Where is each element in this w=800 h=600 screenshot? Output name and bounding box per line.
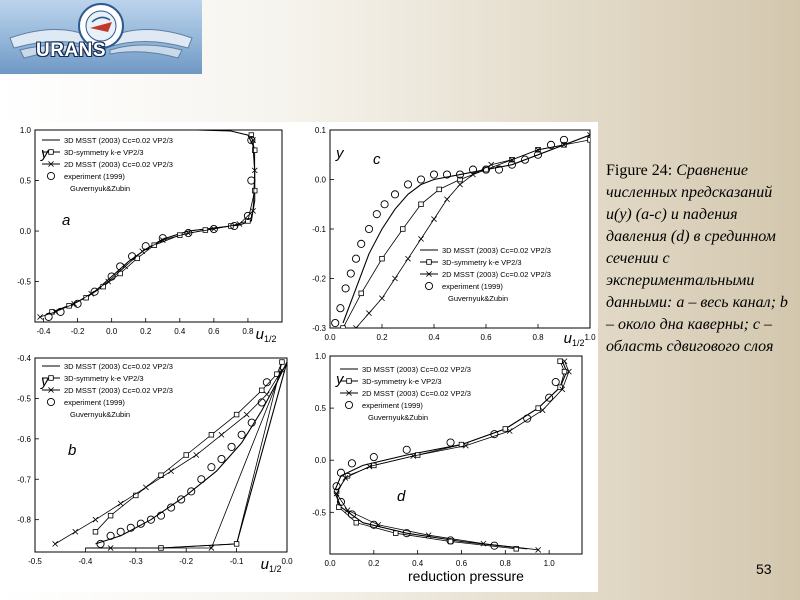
x-tick-label-d: 0.0 — [324, 559, 336, 568]
point-c-1 — [380, 256, 385, 261]
point-d-1 — [562, 369, 567, 374]
point-d-1 — [536, 406, 541, 411]
y-tick-label-c: -0.2 — [312, 274, 326, 284]
series-group-a — [38, 130, 258, 321]
point-c-1 — [341, 326, 346, 331]
point-b-1 — [234, 412, 239, 417]
point-b-3 — [198, 476, 205, 483]
point-c-3 — [365, 225, 372, 232]
figure-panel — [0, 122, 598, 592]
point-b-3 — [97, 540, 104, 547]
point-b-3 — [218, 455, 225, 462]
slide-number: 53 — [756, 561, 772, 577]
legend-label-b: experiment (1999) — [64, 398, 125, 407]
y-tick-label-b: -0.5 — [17, 394, 31, 404]
point-b-2 — [143, 485, 148, 490]
legend-label-d: 3D MSST (2003) Cc=0.02 VP2/3 — [362, 365, 471, 374]
point-b-2 — [219, 432, 224, 437]
x-tick-label-a: -0.2 — [70, 327, 85, 336]
x-tick-label-b: -0.1 — [229, 557, 244, 566]
y-tick-label-d: 0.5 — [314, 404, 326, 414]
y-tick-label-a: 1.0 — [19, 126, 31, 135]
point-d-1 — [354, 520, 359, 525]
point-c-2 — [392, 276, 397, 281]
point-b-2 — [168, 469, 173, 474]
point-a-2 — [38, 314, 43, 319]
point-b-2 — [194, 452, 199, 457]
legend-marker-a — [47, 172, 54, 179]
x-tick-label-c: 0.6 — [480, 333, 492, 342]
legend-source-b: Guvernyuk&Zubin — [70, 410, 131, 419]
point-b-3 — [117, 528, 124, 535]
point-d-3 — [447, 439, 454, 446]
y-tick-label-c: -0.3 — [312, 324, 326, 333]
point-b-2 — [93, 517, 98, 522]
y-tick-label-b: -0.8 — [17, 515, 31, 525]
point-c-3 — [337, 305, 344, 312]
legend-label-a: 3D-symmetry k-e VP2/3 — [64, 148, 144, 157]
x-axis-label-d: reduction pressure — [408, 568, 524, 584]
x-tick-label-b: -0.4 — [78, 557, 93, 566]
y-tick-label-b: -0.4 — [17, 354, 31, 363]
point-c-2 — [418, 236, 423, 241]
caption-text: Сравнение численных предсказаний u(y) (a-c) и падения давления (d) в срединном сечении с экспериментальными данными: a – весь канал; b – около дна каверны; c – область сдвигового слоя — [606, 162, 788, 355]
panel-letter-b: b — [68, 442, 77, 459]
y-tick-label-d: 0.0 — [314, 456, 326, 466]
point-c-3 — [373, 211, 380, 218]
legend-label-b: 3D MSST (2003) Cc=0.02 VP2/3 — [64, 362, 173, 371]
x-tick-label-b: 0.0 — [281, 557, 293, 566]
point-b-1 — [209, 432, 214, 437]
point-d-3 — [403, 446, 410, 453]
x-tick-label-a: 0.4 — [174, 327, 186, 336]
x-tick-label-c: 0.2 — [376, 333, 388, 342]
point-c-3 — [381, 201, 388, 208]
x-axis-label-sub-a: 1/2 — [264, 334, 277, 344]
legend-marker-d — [347, 379, 352, 384]
point-c-2 — [405, 256, 410, 261]
x-tick-label-a: 0.6 — [208, 327, 220, 336]
x-tick-label-a: -0.4 — [36, 327, 51, 336]
figure-svg — [0, 122, 598, 592]
point-a-3 — [248, 177, 255, 184]
point-b-1 — [234, 542, 239, 547]
y-tick-label-a: -0.5 — [17, 277, 31, 287]
x-tick-label-b: -0.5 — [28, 557, 42, 566]
point-c-1 — [588, 138, 593, 143]
y-axis-label-d: y — [336, 371, 344, 388]
legend-label-a: experiment (1999) — [64, 172, 125, 181]
x-tick-label-c: 1.0 — [584, 333, 596, 342]
legend-source-a: Guvernyuk&Zubin — [70, 184, 131, 193]
point-c-3 — [347, 270, 354, 277]
x-tick-label-c: 0.4 — [428, 333, 440, 342]
point-b-1 — [93, 529, 98, 534]
point-d-1 — [503, 427, 508, 432]
point-c-2 — [457, 182, 462, 187]
x-tick-label-d: 1.0 — [543, 559, 555, 568]
y-tick-label-a: 0.5 — [19, 176, 31, 186]
point-b-1 — [108, 513, 113, 518]
point-c-1 — [401, 227, 406, 232]
point-d-3 — [552, 378, 559, 385]
x-tick-label-c: 0.0 — [324, 333, 336, 342]
point-d-1 — [448, 539, 453, 544]
legend-source-c: Guvernyuk&Zubin — [448, 294, 509, 303]
x-tick-label-c: 0.8 — [532, 333, 544, 342]
y-tick-label-c: -0.1 — [312, 225, 326, 234]
legend-marker-b — [49, 376, 54, 381]
x-tick-label-b: -0.2 — [179, 557, 194, 566]
x-tick-label-d: 0.4 — [412, 559, 424, 568]
legend-label-b: 2D MSST (2003) Cc=0.02 VP2/3 — [64, 386, 173, 395]
point-c-3 — [404, 181, 411, 188]
legend-marker-d — [345, 401, 352, 408]
y-tick-label-a: 0.0 — [19, 227, 31, 237]
x-tick-label-a: 0.8 — [242, 327, 254, 336]
legend-label-c: 3D MSST (2003) Cc=0.02 VP2/3 — [442, 246, 551, 255]
x-tick-label-b: -0.3 — [128, 557, 143, 566]
x-tick-label-d: 0.6 — [455, 559, 468, 568]
point-c-3 — [332, 319, 339, 326]
panel-letter-d: d — [397, 488, 406, 505]
x-axis-label-b: u — [260, 556, 269, 573]
point-b-1 — [280, 360, 285, 365]
legend-label-a: 2D MSST (2003) Cc=0.02 VP2/3 — [64, 160, 173, 169]
point-d-3 — [370, 453, 377, 460]
panel-letter-c: c — [373, 151, 381, 168]
wings-logo-icon — [0, 0, 202, 74]
legend-label-d: experiment (1999) — [362, 401, 423, 410]
series-group-d — [333, 359, 571, 553]
figure-caption — [606, 160, 794, 358]
x-axis-label-a: u — [255, 326, 264, 343]
x-tick-label-d: 0.2 — [368, 559, 380, 568]
y-axis-label-b: y — [41, 373, 49, 390]
point-b-2 — [244, 412, 249, 417]
point-c-2 — [444, 197, 449, 202]
caption-label: Figure 24: — [606, 162, 673, 179]
point-b-2 — [53, 541, 58, 546]
series-line-a-0 — [47, 130, 255, 314]
legend-label-b: 3D-symmetry k-e VP2/3 — [64, 374, 144, 383]
point-c-1 — [359, 291, 364, 296]
point-c-1 — [437, 187, 442, 192]
point-b-3 — [107, 532, 114, 539]
point-b-2 — [118, 501, 123, 506]
point-b-1 — [260, 388, 265, 393]
plot-frame-a — [35, 130, 282, 322]
legend-label-c: experiment (1999) — [442, 282, 503, 291]
point-d-1 — [558, 359, 563, 364]
series-line-b-2 — [55, 370, 282, 548]
point-d-1 — [393, 531, 398, 536]
panel-letter-a: a — [62, 212, 71, 229]
point-c-3 — [430, 171, 437, 178]
y-axis-label-a: y — [41, 145, 49, 162]
y-tick-label-d: -0.5 — [312, 508, 326, 518]
legend-marker-c — [427, 260, 432, 265]
point-b-2 — [264, 392, 269, 397]
y-tick-label-b: -0.7 — [17, 475, 31, 485]
logo-text: URANS — [36, 40, 107, 61]
legend-marker-a — [49, 150, 54, 155]
point-c-3 — [391, 191, 398, 198]
point-c-3 — [417, 176, 424, 183]
legend-marker-b — [47, 398, 54, 405]
point-a-1 — [252, 188, 257, 193]
point-b-1 — [184, 453, 189, 458]
x-axis-label-c: u — [563, 330, 572, 347]
point-b-3 — [228, 443, 235, 450]
point-c-3 — [342, 285, 349, 292]
point-b-2 — [73, 529, 78, 534]
point-d-3 — [348, 460, 355, 467]
legend-marker-c — [425, 282, 432, 289]
legend-label-c: 3D-symmetry k-e VP2/3 — [442, 258, 522, 267]
legend-label-d: 3D-symmetry k-e VP2/3 — [362, 377, 442, 386]
point-c-3 — [352, 255, 359, 262]
point-c-2 — [366, 311, 371, 316]
logo-panel — [0, 0, 202, 74]
y-tick-label-c: 0.0 — [314, 175, 326, 185]
y-tick-label-b: -0.6 — [17, 434, 31, 444]
legend-label-a: 3D MSST (2003) Cc=0.02 VP2/3 — [64, 136, 173, 145]
x-axis-label-sub-c: 1/2 — [572, 338, 585, 348]
x-tick-label-a: 0.0 — [106, 327, 118, 336]
point-c-2 — [431, 217, 436, 222]
x-tick-label-a: 0.2 — [140, 327, 152, 336]
point-b-3 — [208, 464, 215, 471]
y-tick-label-c: 0.1 — [314, 126, 326, 135]
y-axis-label-c: y — [336, 145, 344, 162]
y-tick-label-d: 1.0 — [314, 352, 326, 361]
point-c-1 — [419, 202, 424, 207]
point-b-3 — [238, 431, 245, 438]
x-axis-label-sub-b: 1/2 — [269, 564, 282, 574]
point-c-3 — [358, 240, 365, 247]
legend-source-d: Guvernyuk&Zubin — [368, 413, 429, 422]
legend-label-c: 2D MSST (2003) Cc=0.02 VP2/3 — [442, 270, 551, 279]
point-c-2 — [379, 296, 384, 301]
legend-label-d: 2D MSST (2003) Cc=0.02 VP2/3 — [362, 389, 471, 398]
x-tick-label-d: 0.8 — [499, 559, 511, 568]
